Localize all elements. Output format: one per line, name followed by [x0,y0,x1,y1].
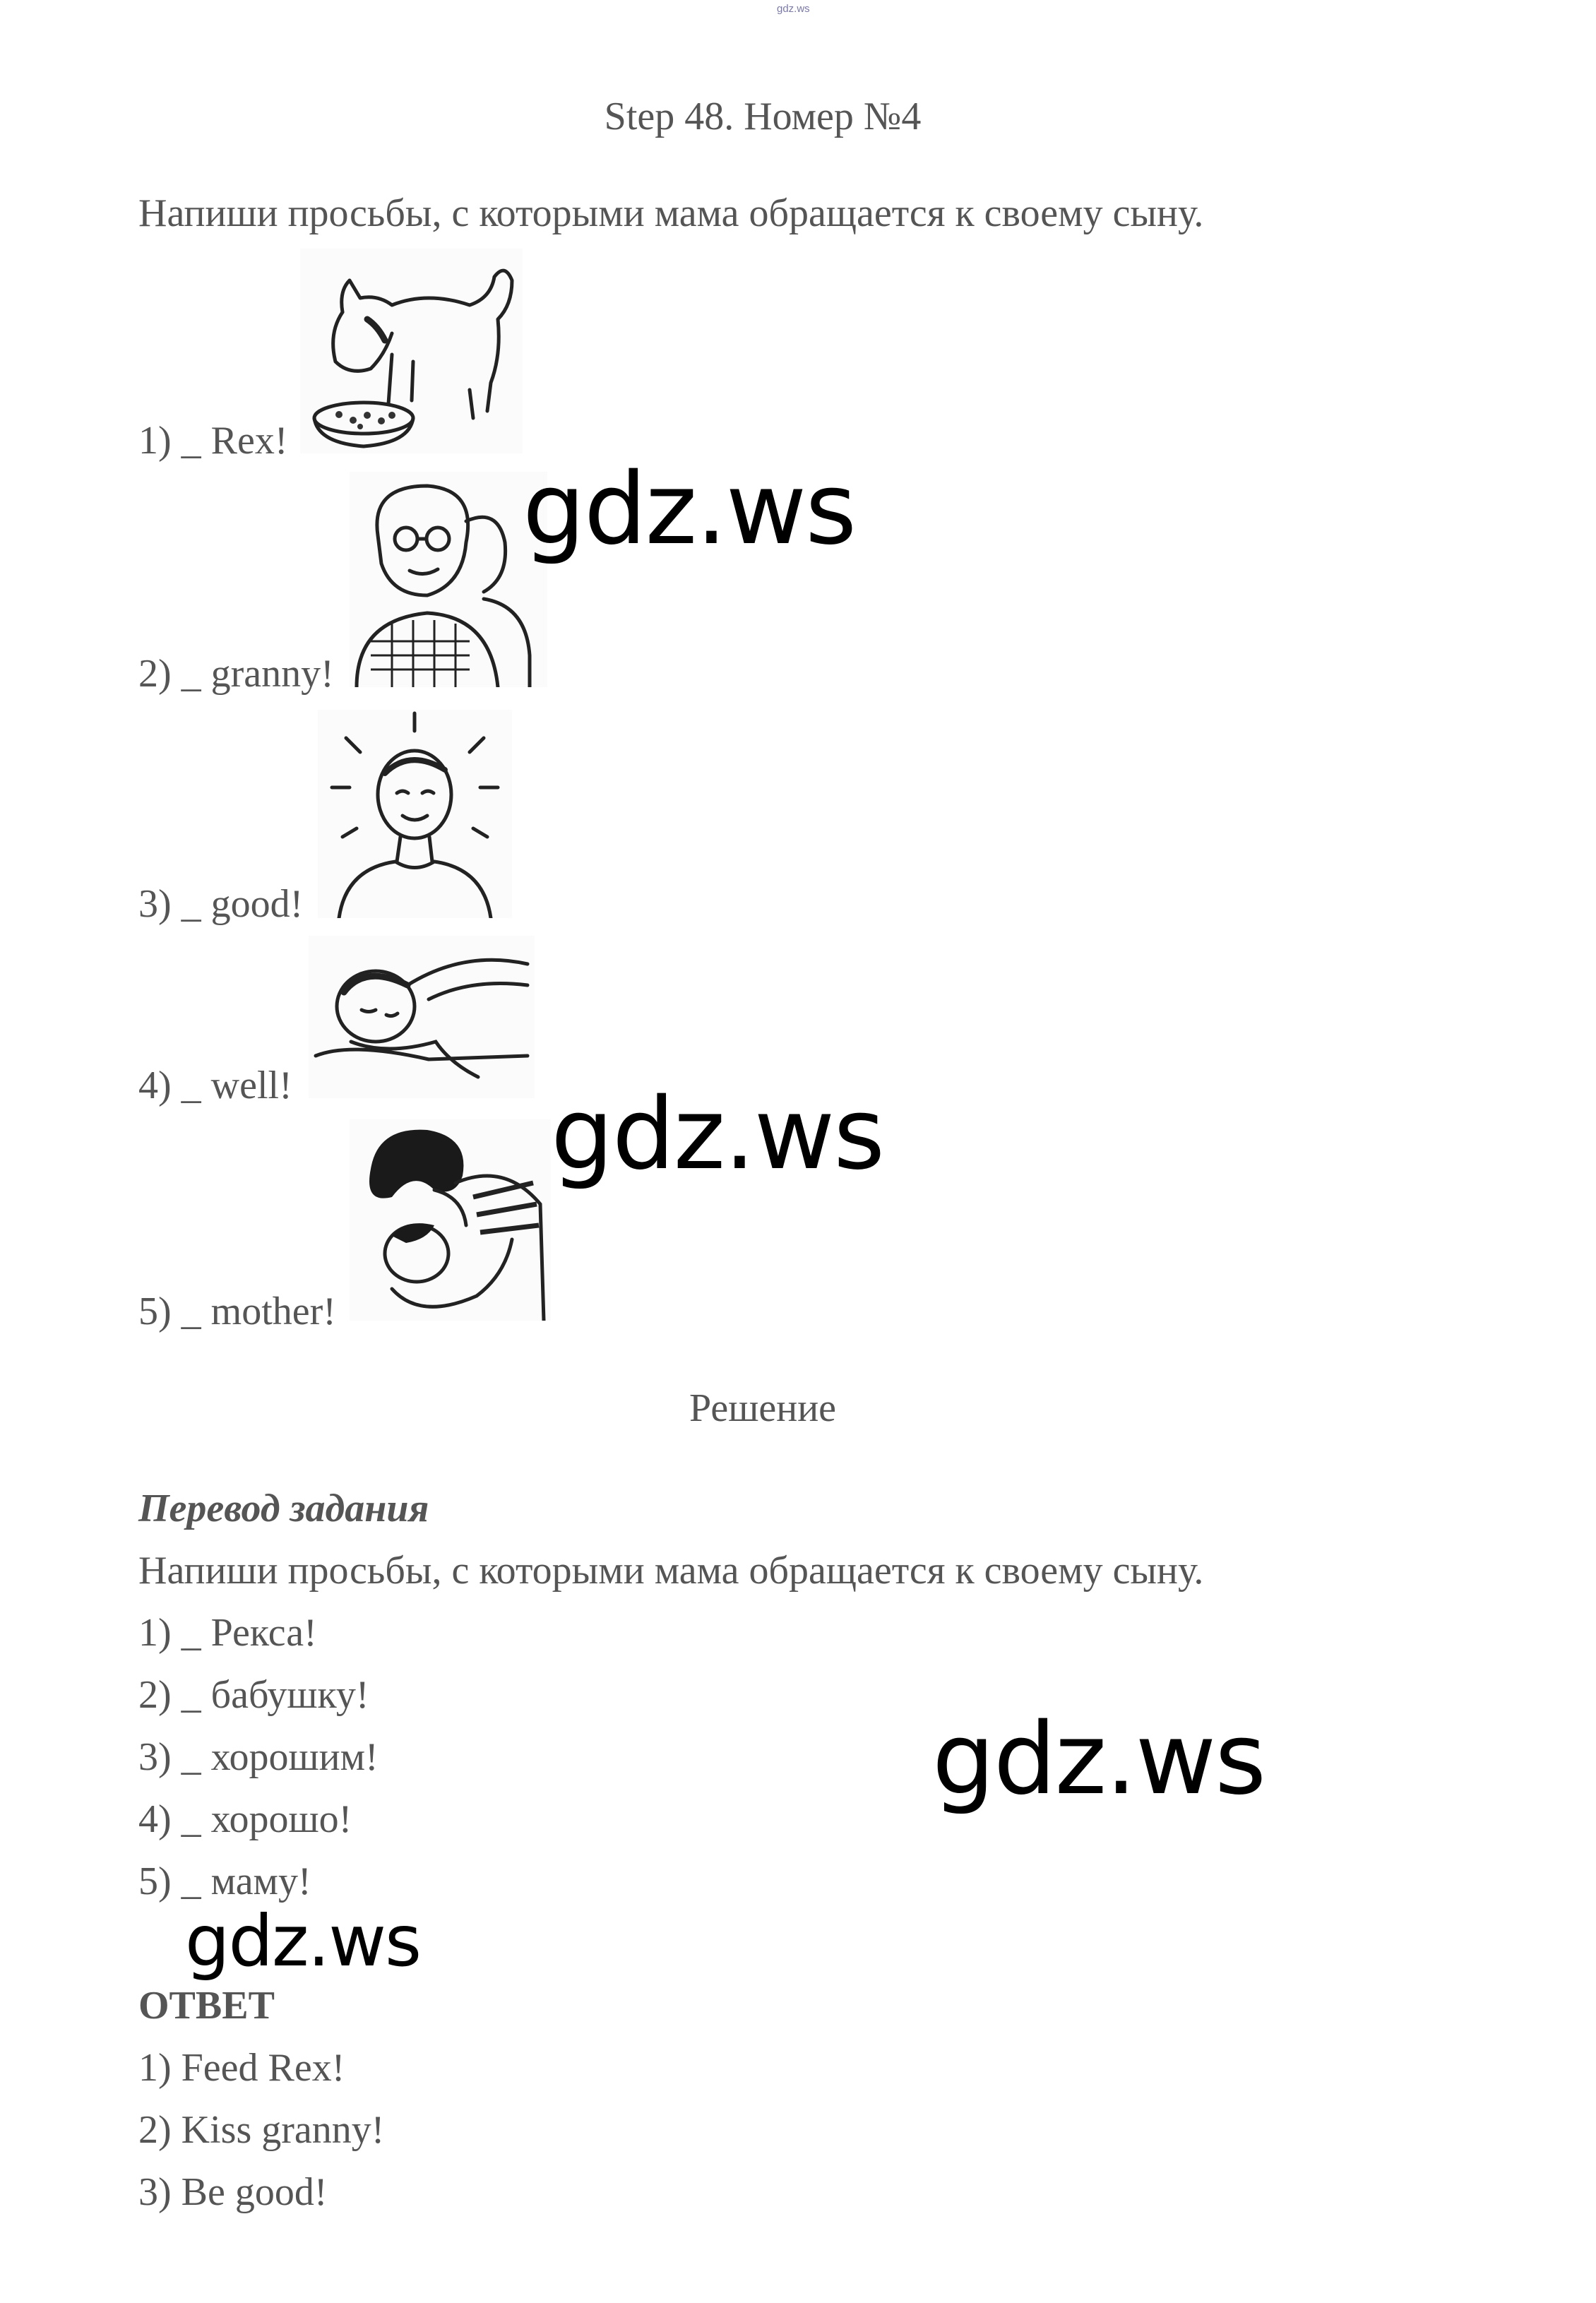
translation-item-2: 2) _ бабушку! [138,1673,369,1717]
answer-item-1: 1) Feed Rex! [138,2046,345,2090]
site-mark: gdz.ws [777,3,810,15]
translation-item-4: 4) _ хорошо! [138,1797,352,1841]
translation-item-3: 3) _ хорошим! [138,1735,379,1779]
boy-kissing-granny-icon [350,472,547,687]
watermark: gdz.ws [551,1077,884,1192]
exercise-item-1: 1) _ Rex! [138,419,288,463]
exercise-item-4: 4) _ well! [138,1064,292,1107]
dog-eating-icon [300,249,523,453]
watermark: gdz.ws [932,1702,1266,1817]
page-title: Step 48. Номер №4 [604,95,922,138]
smiling-boy-icon [318,710,512,918]
exercise-item-3: 3) _ good! [138,882,304,926]
task-text: Напиши просьбы, с которыми мама обращается к своему сыну. [138,191,1204,235]
sleeping-child-icon [309,936,535,1098]
answer-item-2: 2) Kiss granny! [138,2108,385,2152]
watermark: gdz.ws [523,452,856,567]
hugging-mother-icon [350,1119,551,1321]
answer-heading: ОТВЕТ [138,1984,275,2028]
watermark: gdz.ws [185,1900,421,1982]
solution-heading: Решение [689,1386,837,1430]
translation-item-1: 1) _ Рекса! [138,1611,317,1655]
exercise-item-5: 5) _ mother! [138,1290,336,1333]
translation-task: Напиши просьбы, с которыми мама обращается к своему сыну. [138,1549,1204,1593]
translation-heading: Перевод задания [138,1487,429,1530]
exercise-item-2: 2) _ granny! [138,652,334,696]
answer-item-3: 3) Be good! [138,2170,328,2214]
translation-item-5: 5) _ маму! [138,1859,311,1903]
